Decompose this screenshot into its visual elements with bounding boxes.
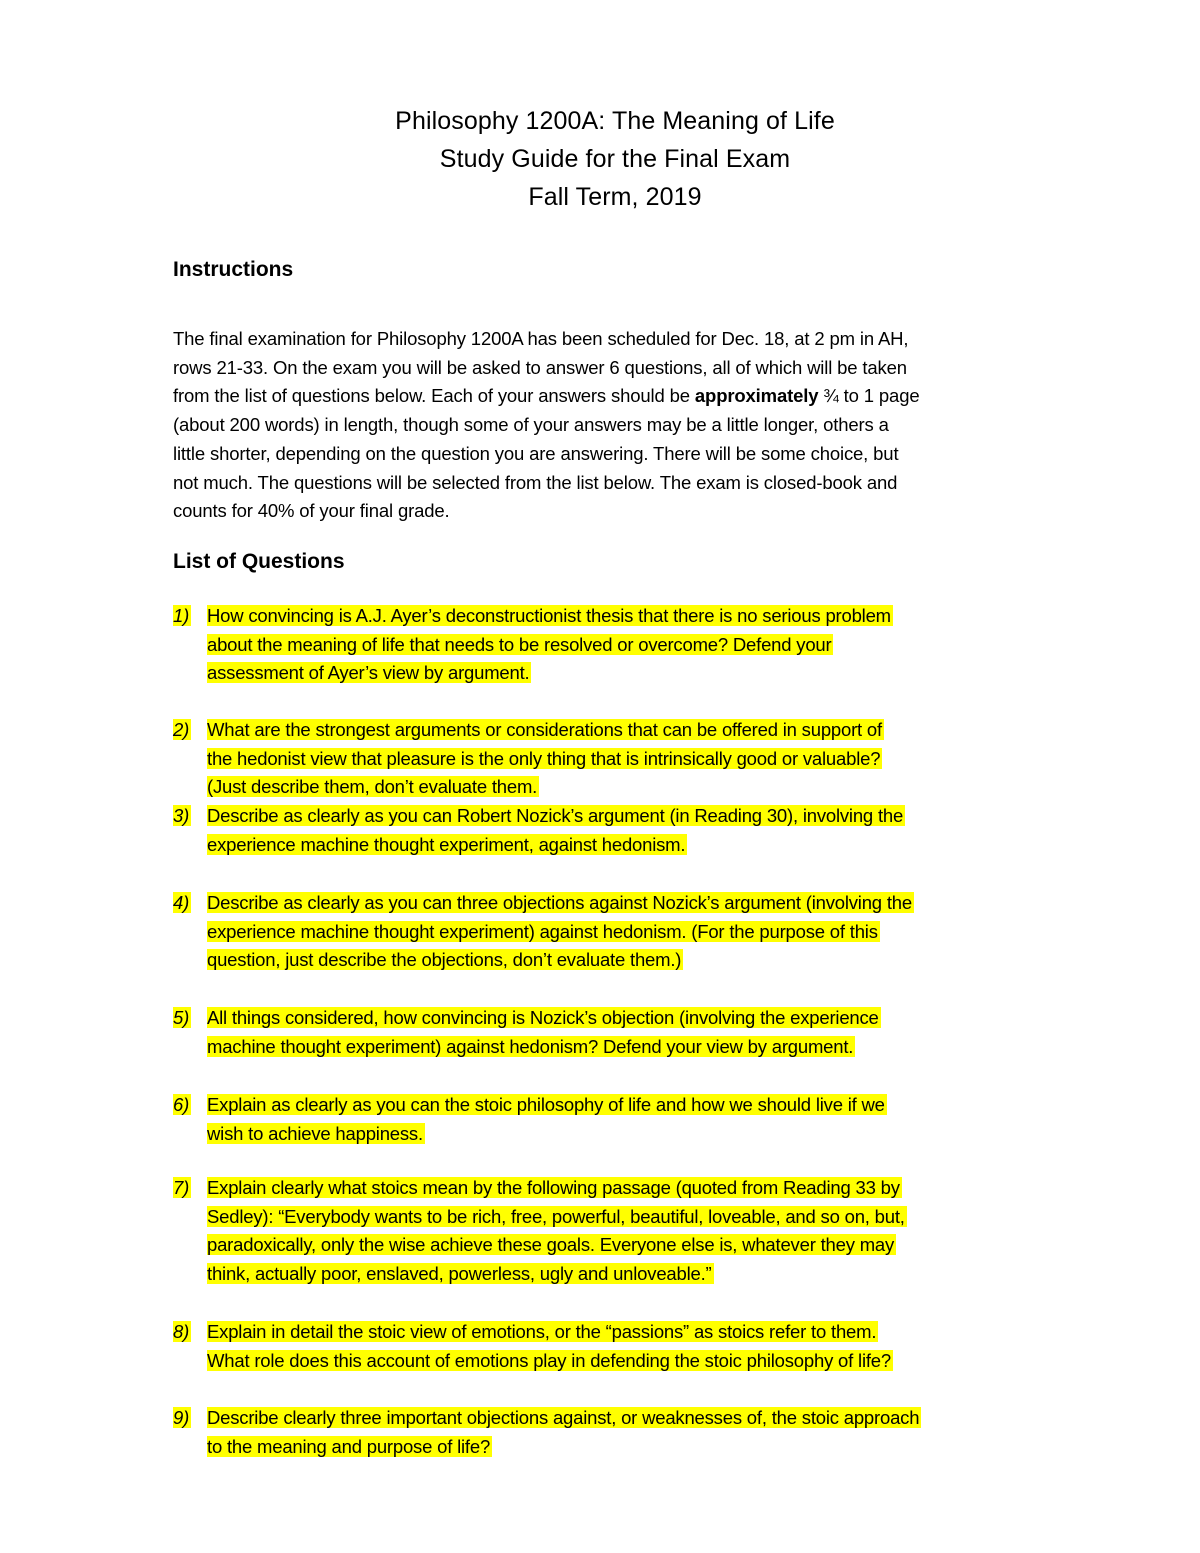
question-text-line: Describe as clearly as you can Robert Nozick’s argument (in Reading 30), involving the <box>207 805 904 826</box>
emphasis-approximately: approximately <box>694 385 819 407</box>
question-number: 2) <box>173 719 190 740</box>
instructions-line: not much. The questions will be selected from the list below. The exam is closed-book and <box>173 471 898 493</box>
question-text-line: question, just describe the objections, don’t evaluate them.) <box>207 949 682 971</box>
question-text <box>207 1004 1087 1061</box>
question-text-line: experience machine thought experiment, against hedonism. <box>207 833 686 855</box>
document-title <box>0 102 1200 216</box>
question-text-line: wish to achieve happiness. <box>207 1122 423 1144</box>
instructions-line: little shorter, depending on the question you are answering. There will be some choice, but <box>173 442 899 464</box>
title-course: Philosophy 1200A: The Meaning of Life <box>395 107 835 135</box>
question-text-line: Describe clearly three important objections against, or weaknesses of, the stoic approach <box>207 1407 920 1428</box>
question-text-line: Explain in detail the stoic view of emotions, or the “passions” as stoics refer to them. <box>207 1321 877 1342</box>
instructions-line: (about 200 words) in length, though some of your answers may be a little longer, others a <box>173 414 889 436</box>
question-number: 5) <box>173 1007 190 1028</box>
questions-heading: List of Questions <box>173 550 345 573</box>
instructions-line: from the list of questions below. Each of your answers should be approximately ¾ to 1 page <box>173 385 920 407</box>
question-text-line: Describe as clearly as you can three objections against Nozick’s argument (involving the <box>207 892 912 913</box>
question-text-line: to the meaning and purpose of life? <box>207 1435 491 1457</box>
question-number: 3) <box>173 805 190 826</box>
question-text-line: Explain as clearly as you can the stoic philosophy of life and how we should live if we <box>207 1094 885 1115</box>
question-text-line: machine thought experiment) against hedonism? Defend your view by argument. <box>207 1035 854 1057</box>
question-text-line: How convincing is A.J. Ayer’s deconstructionist thesis that there is no serious problem <box>207 605 891 626</box>
question-text <box>207 1091 1087 1148</box>
question-number: 4) <box>173 892 190 913</box>
question-number: 7) <box>173 1177 190 1198</box>
question-text <box>207 602 1087 688</box>
question-text <box>207 1404 1087 1461</box>
question-text-line: paradoxically, only the wise achieve these goals. Everyone else is, whatever they may <box>207 1234 895 1256</box>
question-text-line: the hedonist view that pleasure is the only thing that is intrinsically good or valuable? <box>207 747 881 769</box>
question-number: 1) <box>173 605 190 626</box>
instructions-paragraph <box>173 325 1073 526</box>
question-text-line: (Just describe them, don’t evaluate them. <box>207 776 538 798</box>
question-text-line: What are the strongest arguments or considerations that can be offered in support of <box>207 719 882 740</box>
instructions-line: counts for 40% of your final grade. <box>173 500 450 522</box>
instructions-heading: Instructions <box>173 258 294 281</box>
question-number: 6) <box>173 1094 190 1115</box>
question-text-line: about the meaning of life that needs to be resolved or overcome? Defend your <box>207 633 832 655</box>
question-text <box>207 889 1087 975</box>
instructions-line: rows 21-33. On the exam you will be asked to answer 6 questions, all of which will be taken <box>173 356 907 378</box>
question-text <box>207 1318 1087 1375</box>
question-text-line: Explain clearly what stoics mean by the following passage (quoted from Reading 33 by <box>207 1177 900 1198</box>
question-text <box>207 1174 1087 1289</box>
question-text <box>207 802 1087 859</box>
question-number: 8) <box>173 1321 190 1342</box>
question-text <box>207 716 1087 802</box>
instructions-line: The final examination for Philosophy 1200A has been scheduled for Dec. 18, at 2 pm in AH, <box>173 328 909 349</box>
title-term: Fall Term, 2019 <box>528 183 702 211</box>
question-text-line: What role does this account of emotions play in defending the stoic philosophy of life? <box>207 1349 891 1371</box>
question-text-line: assessment of Ayer’s view by argument. <box>207 662 530 684</box>
question-text-line: think, actually poor, enslaved, powerless, ugly and unloveable.” <box>207 1263 712 1285</box>
question-text-line: All things considered, how convincing is Nozick’s objection (involving the experience <box>207 1007 879 1028</box>
title-guide: Study Guide for the Final Exam <box>439 145 791 173</box>
question-text-line: Sedley): “Everybody wants to be rich, free, powerful, beautiful, loveable, and so on, but, <box>207 1205 905 1227</box>
question-text-line: experience machine thought experiment) against hedonism. (For the purpose of this <box>207 920 878 942</box>
question-number: 9) <box>173 1407 190 1428</box>
